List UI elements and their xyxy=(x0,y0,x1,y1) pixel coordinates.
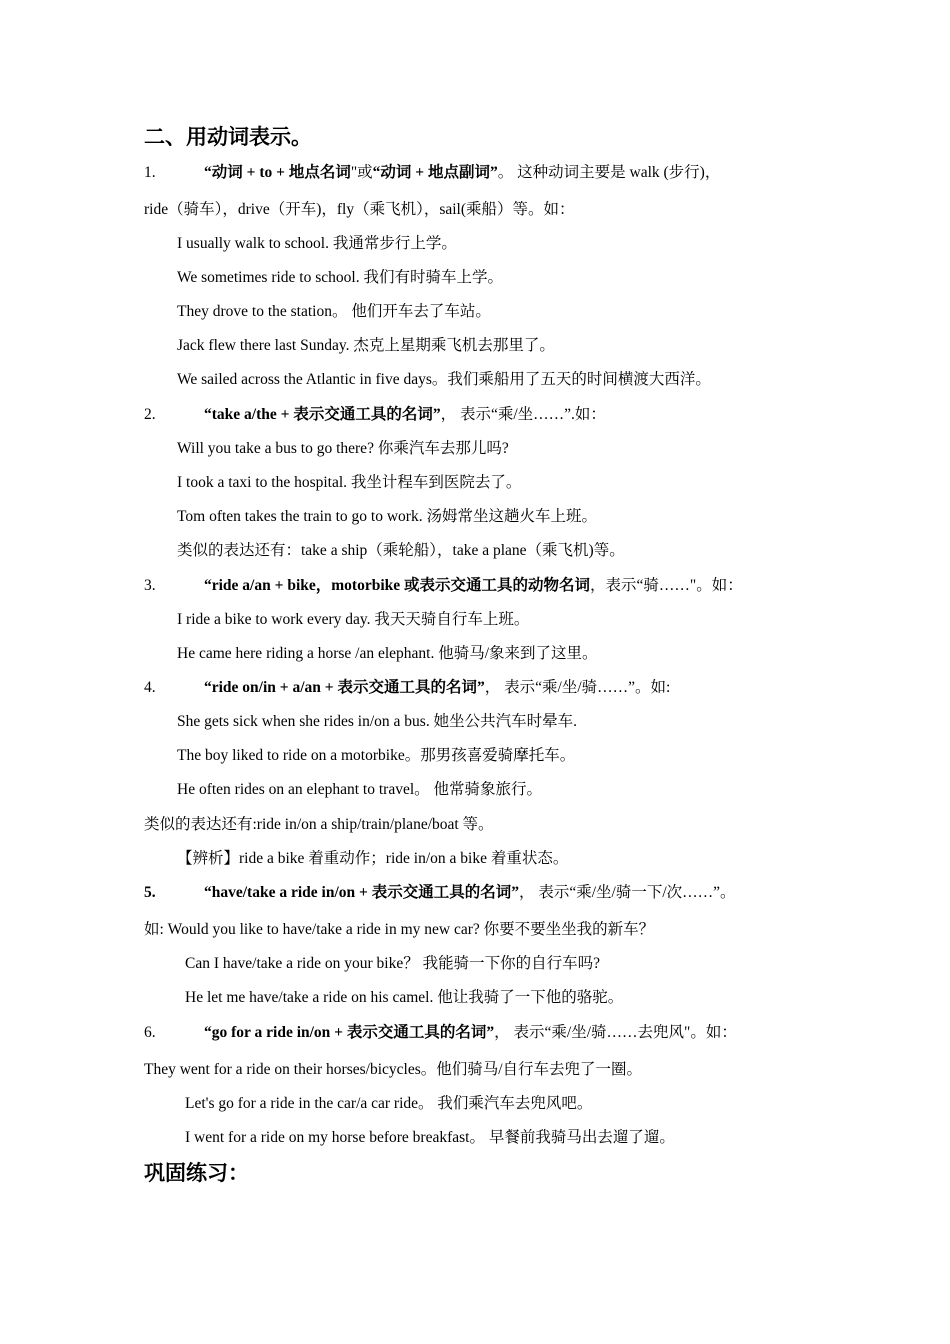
heading-bold: “动词 + to + 地点名词 xyxy=(204,164,351,181)
example-sentence: Will you take a bus to go there? 你乘汽车去那儿吗? xyxy=(177,440,509,457)
item-number: 5. xyxy=(144,884,156,901)
example-sentence: I usually walk to school. 我通常步行上学。 xyxy=(177,235,457,252)
example-sentence: They went for a ride on their horses/bicycles。他们骑马/自行车去兜了一圈。 xyxy=(144,1061,643,1078)
example-sentence: Can I have/take a ride on your bike？ 我能骑一下你的自行车吗? xyxy=(185,955,600,972)
heading-rest: 。 这种动词主要是 walk (步行)， xyxy=(497,164,721,181)
example-sentence: We sometimes ride to school. 我们有时骑车上学。 xyxy=(177,269,503,286)
heading-rest: ， 表示“乘/坐/骑……去兜风"。如： xyxy=(494,1024,737,1041)
heading-rest: ，表示“骑……"。如： xyxy=(590,577,743,594)
heading-rest: ， 表示“乘/坐/骑……”。如: xyxy=(484,679,671,696)
item-heading xyxy=(204,405,606,425)
item-heading xyxy=(204,883,736,903)
item-heading-continuation: ride（骑车），drive（开车)，fly（乘飞机），sail(乘船）等。如： xyxy=(144,201,575,218)
example-sentence: I took a taxi to the hospital. 我坐计程车到医院去了。 xyxy=(177,474,522,491)
heading-bold: “ride on/in + a/an + 表示交通工具的名词” xyxy=(204,679,485,696)
item-number: 3. xyxy=(144,577,156,594)
heading-bold: “动词 + 地点副词” xyxy=(372,164,498,181)
heading-bold: “ride a/an + bike，motorbike 或表示交通工具的动物名词 xyxy=(204,577,591,594)
example-sentence: She gets sick when she rides in/on a bus. 她坐公共汽车时晕车. xyxy=(177,713,577,730)
heading-rest: ， 表示“乘/坐……”.如： xyxy=(440,406,606,423)
heading-bold: “go for a ride in/on + 表示交通工具的名词” xyxy=(204,1024,495,1041)
analysis-line xyxy=(177,849,568,869)
example-sentence: He came here riding a horse /an elephant. 他骑马/象来到了这里。 xyxy=(177,645,598,662)
item-heading xyxy=(204,163,720,183)
example-sentence: I ride a bike to work every day. 我天天骑自行车上班。 xyxy=(177,611,530,628)
example-sentence: 如: Would you like to have/take a ride in my new car? 你要不要坐坐我的新车？ xyxy=(144,921,655,938)
heading-rest: ， 表示“乘/坐/骑一下/次……”。 xyxy=(518,884,736,901)
example-sentence: Let's go for a ride in the car/a car ride。 我们乘汽车去兜风吧。 xyxy=(185,1095,593,1112)
example-sentence: He let me have/take a ride on his camel. 他让我骑了一下他的骆驼。 xyxy=(185,989,624,1006)
example-sentence: I went for a ride on my horse before breakfast。 早餐前我骑马出去遛了遛。 xyxy=(185,1129,675,1146)
example-sentence: Tom often takes the train to go to work. 汤姆常坐这趟火车上班。 xyxy=(177,508,597,525)
heading-bold: “take a/the + 表示交通工具的名词” xyxy=(204,406,441,423)
example-sentence: Jack flew there last Sunday. 杰克上星期乘飞机去那里了。 xyxy=(177,337,555,354)
example-sentence: The boy liked to ride on a motorbike。那男孩喜爱骑摩托车。 xyxy=(177,747,576,764)
item-number: 4. xyxy=(144,679,156,696)
section-title: 二、用动词表示。 xyxy=(144,125,312,149)
example-sentence: 类似的表达还有：take a ship（乘轮船），take a plane（乘飞机)等。 xyxy=(177,542,625,559)
practice-title: 巩固练习： xyxy=(144,1161,249,1185)
item-heading xyxy=(204,576,743,596)
item-number: 1. xyxy=(144,164,156,181)
example-sentence: He often rides on an elephant to travel。 他常骑象旅行。 xyxy=(177,781,543,798)
heading-mid: "或 xyxy=(350,164,373,181)
note-line: 类似的表达还有:ride in/on a ship/train/plane/boat 等。 xyxy=(144,816,494,833)
item-heading xyxy=(204,678,670,698)
analysis-text: ride a bike 着重动作；ride in/on a bike 着重状态。 xyxy=(239,850,569,867)
item-number: 2. xyxy=(144,406,156,423)
item-number: 6. xyxy=(144,1024,156,1041)
item-heading xyxy=(204,1023,737,1043)
analysis-tag: 【辨析】 xyxy=(177,850,240,867)
example-sentence: They drove to the station。 他们开车去了车站。 xyxy=(177,303,491,320)
example-sentence: We sailed across the Atlantic in five days。我们乘船用了五天的时间横渡大西洋。 xyxy=(177,371,711,388)
heading-bold: “have/take a ride in/on + 表示交通工具的名词” xyxy=(204,884,519,901)
